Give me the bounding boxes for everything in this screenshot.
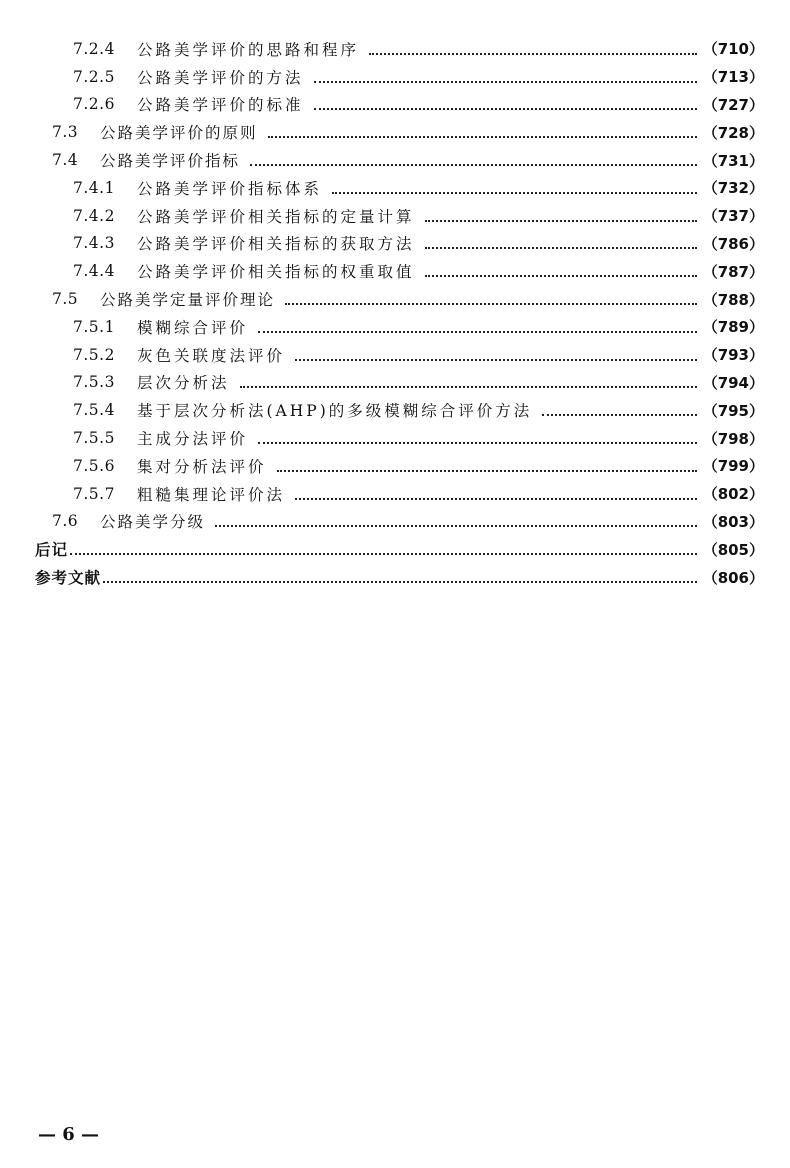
toc-entry-page: （787） xyxy=(702,262,764,281)
toc-leader-dots xyxy=(240,386,697,388)
toc-entry-page: （794） xyxy=(702,373,764,392)
toc-entry[interactable] xyxy=(0,535,790,563)
toc-entry[interactable] xyxy=(0,257,790,285)
toc-entry-number: 7.5.2 xyxy=(73,345,115,364)
toc-entry-page: （710） xyxy=(702,40,764,59)
toc-entry-number: 7.2.6 xyxy=(73,95,115,114)
toc-entry[interactable] xyxy=(0,396,790,424)
toc-entry-number: 7.4.3 xyxy=(73,234,115,253)
toc-entry[interactable] xyxy=(0,341,790,369)
toc-entry-title: 层次分析法 xyxy=(137,374,230,393)
toc-leader-dots xyxy=(314,108,697,110)
toc-leader-dots xyxy=(369,53,697,55)
toc-entry-title: 公路美学评价的方法 xyxy=(137,68,304,87)
toc-entry[interactable] xyxy=(0,369,790,397)
toc-entry[interactable] xyxy=(0,146,790,174)
toc-entry-title: 公路美学评价相关指标的获取方法 xyxy=(137,235,415,254)
toc-entry-title: 主成分法评价 xyxy=(137,430,249,449)
toc-entry-number: 7.5.6 xyxy=(73,456,115,475)
toc-entry-number: 7.5.1 xyxy=(73,317,115,336)
toc-entry-page: （799） xyxy=(702,457,764,476)
toc-entry-page: （795） xyxy=(702,401,764,420)
toc-entry-number: 7.4.2 xyxy=(73,206,115,225)
toc-entry-page: （806） xyxy=(702,568,764,587)
toc-entry[interactable] xyxy=(0,202,790,230)
toc-entry-page: （727） xyxy=(702,95,764,114)
toc-leader-dots xyxy=(332,192,697,194)
toc-entry-number: 7.6 xyxy=(52,512,79,531)
toc-entry-title: 基于层次分析法(AHP)的多级模糊综合评价方法 xyxy=(137,402,533,421)
toc-entry-title: 公路美学评价的思路和程序 xyxy=(137,40,360,59)
toc-entry[interactable] xyxy=(0,230,790,258)
toc-entry-title: 公路美学分级 xyxy=(100,513,206,532)
toc-entry-number: 7.2.5 xyxy=(73,67,115,86)
toc-entry-page: （788） xyxy=(702,290,764,309)
toc-entry-title: 公路美学评价相关指标的权重取值 xyxy=(137,263,415,282)
toc-leader-dots xyxy=(258,442,697,444)
toc-entry-number: 7.5.4 xyxy=(73,401,115,420)
toc-leader-dots xyxy=(268,136,697,138)
toc-entry-page: （803） xyxy=(702,512,764,531)
toc-entry-title: 后记 xyxy=(35,541,69,560)
toc-leader-dots xyxy=(70,553,697,555)
toc-entry-title: 公路美学定量评价理论 xyxy=(100,291,276,310)
table-of-contents xyxy=(0,35,790,591)
toc-leader-dots xyxy=(250,164,697,166)
toc-entry-title: 集对分析法评价 xyxy=(137,457,267,476)
toc-entry[interactable] xyxy=(0,285,790,313)
toc-leader-dots xyxy=(314,81,697,83)
toc-leader-dots xyxy=(277,470,697,472)
toc-entry-page: （737） xyxy=(702,207,764,226)
toc-leader-dots xyxy=(215,525,697,527)
toc-leader-dots xyxy=(258,331,697,333)
toc-entry[interactable] xyxy=(0,35,790,63)
toc-entry[interactable] xyxy=(0,508,790,536)
toc-entry-page: （793） xyxy=(702,346,764,365)
toc-leader-dots xyxy=(425,220,697,222)
toc-entry-page: （789） xyxy=(702,318,764,337)
toc-entry-page: （802） xyxy=(702,485,764,504)
toc-entry[interactable] xyxy=(0,452,790,480)
toc-leader-dots xyxy=(295,359,697,361)
toc-entry[interactable] xyxy=(0,118,790,146)
toc-entry-page: （728） xyxy=(702,123,764,142)
toc-entry[interactable] xyxy=(0,313,790,341)
toc-leader-dots xyxy=(425,275,697,277)
toc-leader-dots xyxy=(425,247,697,249)
toc-entry-number: 7.5.3 xyxy=(73,373,115,392)
toc-entry[interactable] xyxy=(0,480,790,508)
toc-entry-page: （798） xyxy=(702,429,764,448)
toc-entry[interactable] xyxy=(0,63,790,91)
toc-entry-page: （805） xyxy=(702,540,764,559)
toc-leader-dots xyxy=(295,498,697,500)
toc-entry-title: 公路美学评价相关指标的定量计算 xyxy=(137,207,415,226)
toc-entry-title: 公路美学评价的原则 xyxy=(100,124,258,143)
toc-leader-dots xyxy=(285,303,697,305)
toc-entry-page: （731） xyxy=(702,151,764,170)
toc-entry-number: 7.4.4 xyxy=(73,262,115,281)
toc-entry-number: 7.3 xyxy=(52,123,79,142)
toc-entry-title: 灰色关联度法评价 xyxy=(137,346,286,365)
toc-leader-dots xyxy=(542,414,696,416)
toc-entry-page: （713） xyxy=(702,68,764,87)
page-number: — 6 — xyxy=(38,1124,100,1145)
toc-entry-title: 公路美学评价指标 xyxy=(100,152,241,171)
toc-entry-number: 7.5.7 xyxy=(73,484,115,503)
toc-entry[interactable] xyxy=(0,174,790,202)
toc-entry-title: 公路美学评价指标体系 xyxy=(137,179,323,198)
toc-entry-number: 7.4 xyxy=(52,151,79,170)
toc-entry-number: 7.5.5 xyxy=(73,429,115,448)
toc-entry-title: 模糊综合评价 xyxy=(137,318,249,337)
toc-entry-title: 粗糙集理论评价法 xyxy=(137,485,286,504)
toc-entry-title: 公路美学评价的标准 xyxy=(137,96,304,115)
toc-entry[interactable] xyxy=(0,563,790,591)
toc-leader-dots xyxy=(103,581,697,583)
toc-entry-page: （786） xyxy=(702,234,764,253)
toc-entry-page: （732） xyxy=(702,179,764,198)
toc-entry-number: 7.5 xyxy=(52,290,79,309)
toc-entry[interactable] xyxy=(0,424,790,452)
toc-entry-title: 参考文献 xyxy=(35,569,102,588)
toc-entry[interactable] xyxy=(0,91,790,119)
toc-entry-number: 7.4.1 xyxy=(73,178,115,197)
toc-entry-number: 7.2.4 xyxy=(73,39,115,58)
